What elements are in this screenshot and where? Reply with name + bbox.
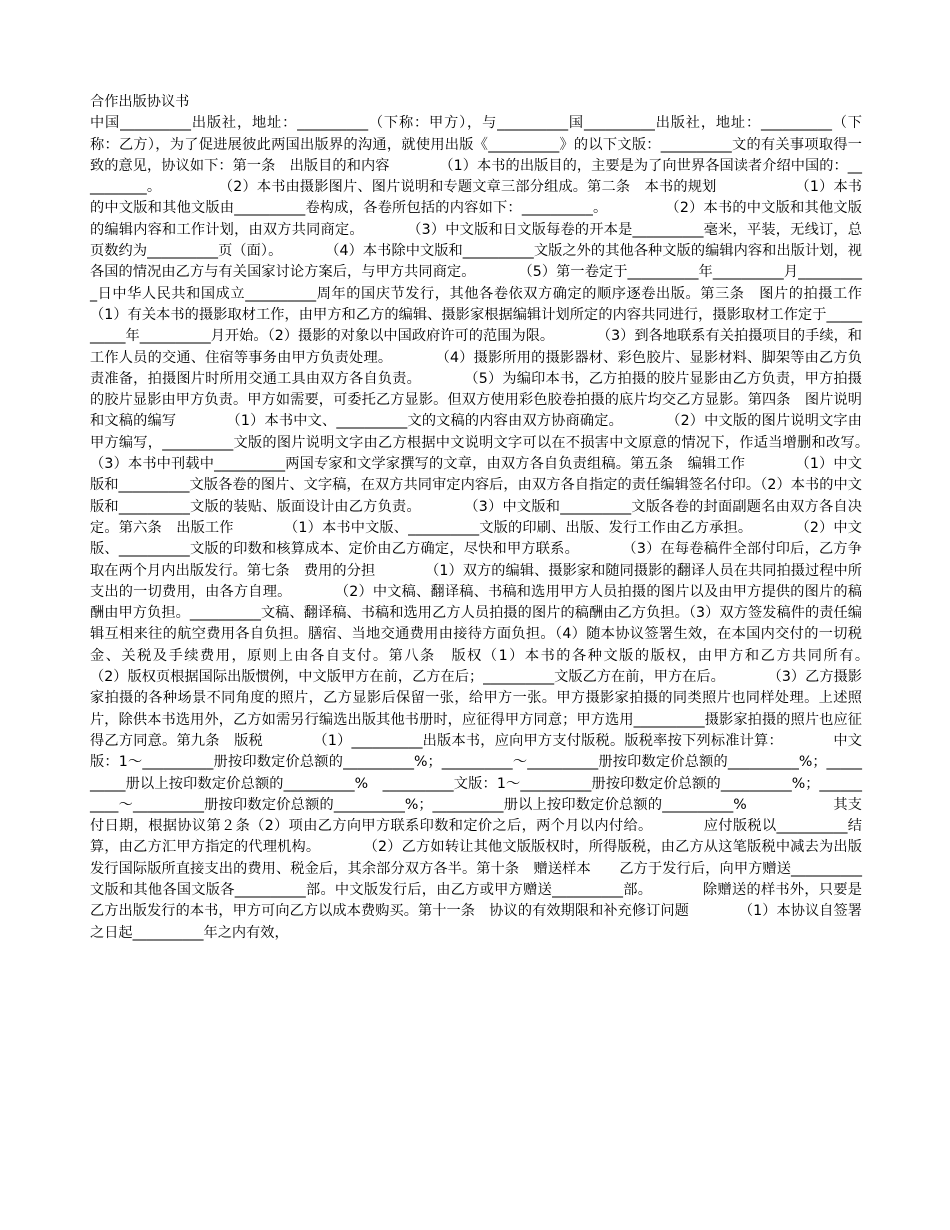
document-title: 合作出版协议书 [90, 94, 190, 110]
document-page [90, 92, 919, 944]
document-body: 中国__________出版社，地址：__________（下称：甲方），与__________国__________出版社，地址：__________（下称：乙方），为了促进展彼此两国出版界的沟通，就使用出版《__________》的以下文版：__________文的有关事项取得一致的意见，协议如下：第一条 出版目的和内容 （1）本书的出版目的，主要是为了向世界各国读者介绍中国的：__________。 （2）本书由摄影图片、图片说明和专题文章三部分组成。第二条 本书的规划 （1）本书的中文版和其他文版由__________卷构成，各卷所包括的内容如下：__________。 （2）本书的中文版和其他文版的编辑内容和工作计划，由双方共同商定。 （3）中文版和日文版每卷的开本是__________毫米，平装，无线订，总页数约为__________页（面）。 （4）本书除中文版和__________文版之外的其他各种文版的编辑内容和出版计划，视各国的情况由乙方与有关国家讨论方案后，与甲方共同商定。 （5）第一卷定于__________年__________月__________日中华人民共和国成立__________周年的国庆节发行，其他各卷依双方确定的顺序逐卷出版。第三条 图片的拍摄工作 （1）有关本书的摄影取材工作，由甲方和乙方的编辑、摄影家根据编辑计划所定的内容共同进行，摄影取材工作定于__________年__________月开始。（2）摄影的对象以中国政府许可的范围为限。 （3）到各地联系有关拍摄项目的手续，和工作人员的交通、住宿等事务由甲方负责处理。 （4）摄影所用的摄影器材、彩色胶片、显影材料、脚架等由乙方负责准备，拍摄图片时所用交通工具由双方各自负责。 （5）为编印本书，乙方拍摄的胶片显影由乙方负责，甲方拍摄的胶片显影由甲方负责。甲方如需要，可委托乙方显影。但双方使用彩色胶卷拍摄的底片均交乙方显影。第四条 图片说明和文稿的编写 （1）本书中文、__________文的文稿的内容由双方协商确定。 （2）中文版的图片说明文字由甲方编写，__________文版的图片说明文字由乙方根据中文说明文字可以在不损害中文原意的情况下，作适当增删和改写。 （3）本书中刊载中__________两国专家和文学家撰写的文章，由双方各自负责组稿。第五条 编辑工作 （1）中文版和__________文版各卷的图片、文字稿，在双方共同审定内容后，由双方各自指定的责任编辑签名付印。（2）本书的中文版和__________文版的装贴、版面设计由乙方负责。 （3）中文版和__________文版各卷的封面副题名由双方各自决定。第六条 出版工作 （1）本书中文版、__________文版的印刷、出版、发行工作由乙方承担。 （2）中文版、__________文版的印数和核算成本、定价由乙方确定，尽快和甲方联系。 （3）在每卷稿件全部付印后，乙方争取在两个月内出版发行。第七条 费用的分担 （1）双方的编辑、摄影家和随同摄影的翻译人员在共同拍摄过程中所支出的一切费用，由各方自理。 （2）中文稿、翻译稿、书稿和选用甲方人员拍摄的图片以及由甲方提供的图片的稿酬由甲方负担。__________文稿、翻译稿、书稿和选用乙方人员拍摄的图片的稿酬由乙方负担。（3）双方签发稿件的责任编辑互相来往的航空费用各自负担。膳宿、当地交通费用由接待方面负担。（4）随本协议签署生效，在本国内交付的一切税金、关税及手续费用，原则上由各自支付。第八条 版权（1）本书的各种文版的版权，由甲方和乙方共同所有。 （2）版权页根据国际出版惯例，中文版甲方在前，乙方在后；__________文版乙方在前，甲方在后。 （3）乙方摄影家拍摄的各种场景不同角度的照片，乙方显影后保留一张，给甲方一张。甲方摄影家拍摄的同类照片也同样处理。上述照片，除供本书选用外，乙方如需另行编选出版其他书册时，应征得甲方同意；甲方选用__________摄影家拍摄的照片也应征得乙方同意。第九条 版税 （1）__________出版本书，应向甲方支付版税。版税率按下列标准计算： 中文版：1～__________册按印数定价总额的__________%；__________～__________册按印数定价总额的__________%；__________册以上按印数定价总额的__________% __________文版：1～__________册按印数定价总额的__________%；__________～__________册按印数定价总额的__________%；__________册以上按印数定价总额的__________% 其支付日期，根据协议第２条（2）项由乙方向甲方联系印数和定价之后，两个月以内付给。 应付版税以__________结算，由乙方汇甲方指定的代理机构。 （2）乙方如转让其他文版版权时，所得版税，由乙方从这笔版税中减去为出版发行国际版所直接支出的费用、税金后，其余部分双方各半。第十条 赠送样本 乙方于发行后，向甲方赠送__________文版和其他各国文版各__________部。中文版发行后，由乙方或甲方赠送__________部。 除赠送的样书外，只要是乙方出版发行的本书，甲方可向乙方以成本费购买。第十一条 协议的有效期限和补充修订问题 （1）本协议自签署之日起__________年之内有效， [90, 115, 919, 941]
